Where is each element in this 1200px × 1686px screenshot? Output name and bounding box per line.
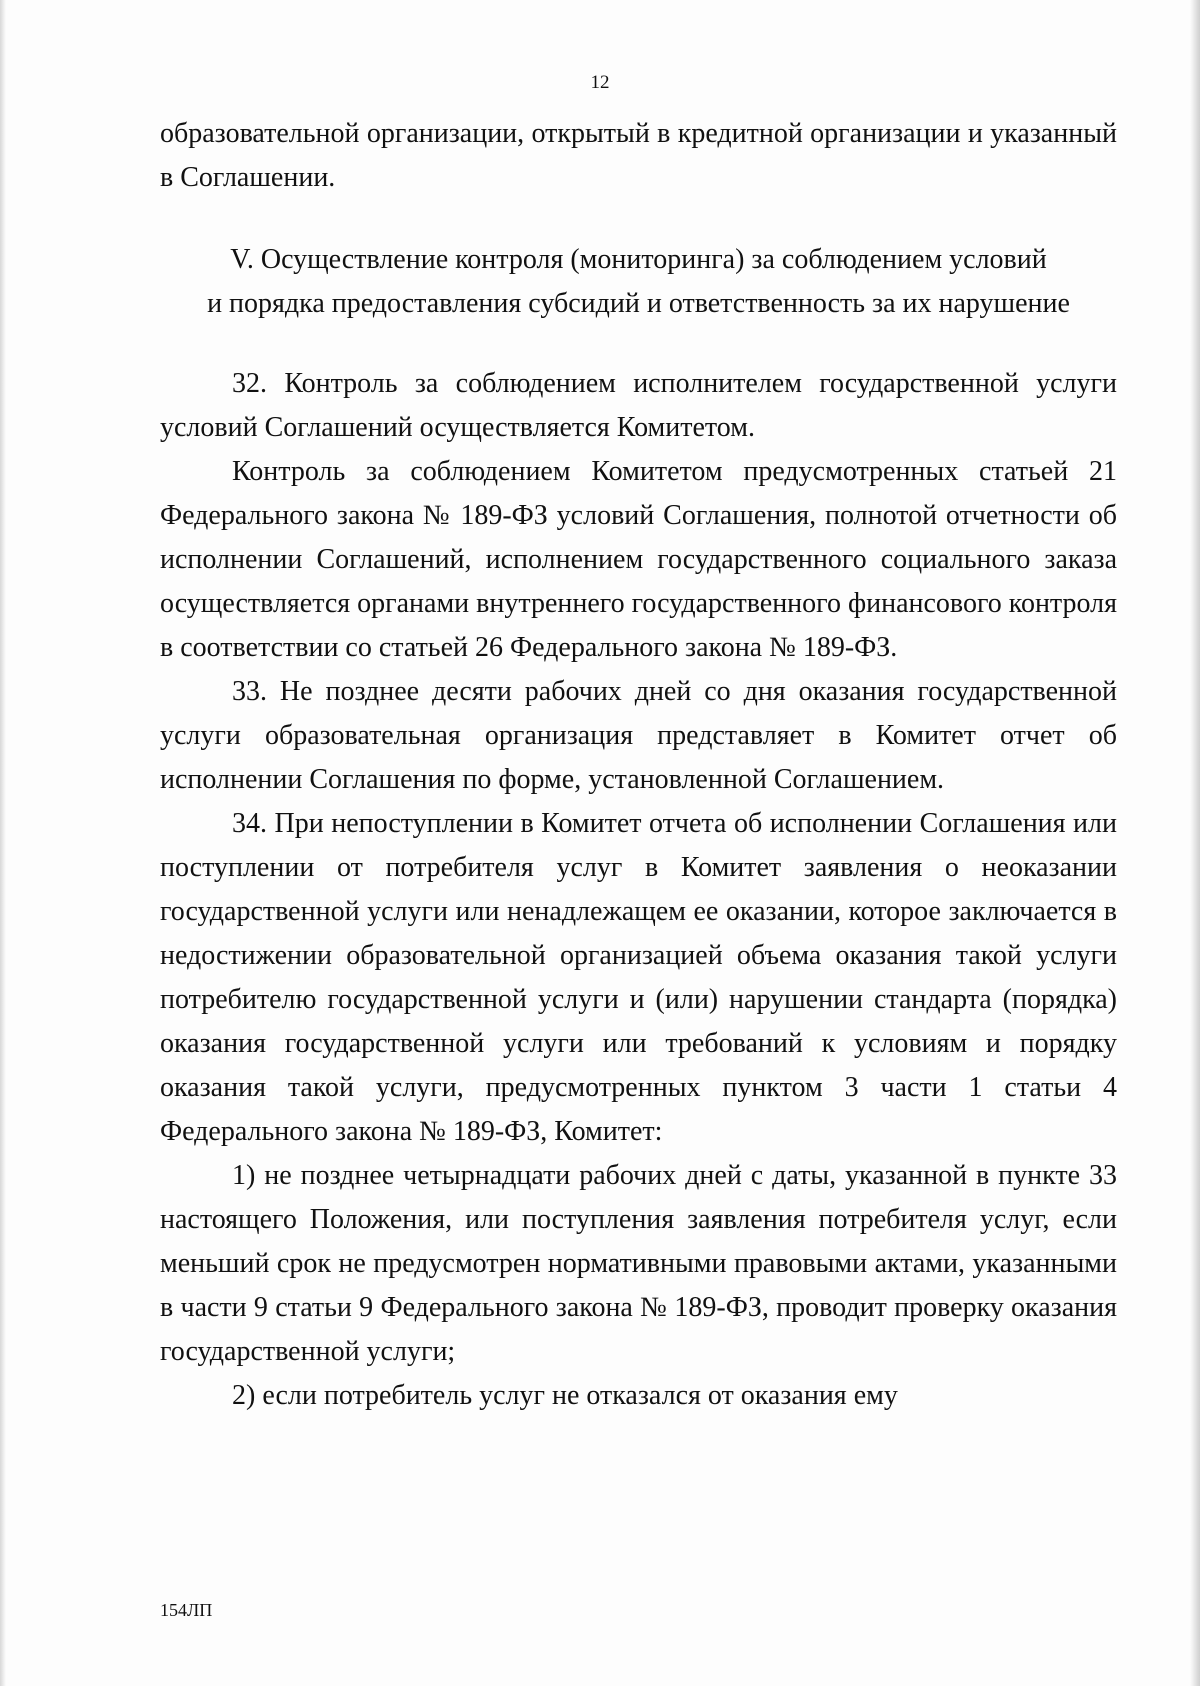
section-heading-line-2: и порядка предоставления субсидий и ответственность за их нарушение	[207, 288, 1070, 319]
paragraph-32-control: Контроль за соблюдением Комитетом предусмотренных статьей 21 Федерального закона № 189-ФЗ условий Соглашения, полнотой отчетности об исполнении Соглашений, исполнением государственного социального заказа осуществляется органами внутреннего государственного финансового контроля в соответствии со статьей 26 Федерального закона № 189-ФЗ.	[160, 456, 1117, 663]
section-heading	[160, 238, 1117, 326]
scan-edge-left	[0, 0, 6, 1686]
intro-paragraph: образовательной организации, открытый в кредитной организации и указанный в Соглашении.	[160, 118, 1117, 193]
paragraph-34-item-2: 2) если потребитель услуг не отказался от оказания ему	[232, 1380, 898, 1411]
scan-edge-right	[1190, 0, 1200, 1686]
paragraph-34-item-1: 1) не позднее четырнадцати рабочих дней с даты, указанной в пункте 33 настоящего Положения, или поступления заявления потребителя услуг, если меньший срок не предусмотрен нормативными правовыми актами, указанными в части 9 статьи 9 Федерального закона № 189-ФЗ, проводит проверку оказания государственной услуги;	[160, 1160, 1117, 1367]
paragraph-33: 33. Не позднее десяти рабочих дней со дня оказания государственной услуги образовательная организация представляет в Комитет отчет об исполнении Соглашения по форме, установленной Соглашением.	[160, 676, 1117, 795]
paragraph-32: 32. Контроль за соблюдением исполнителем государственной услуги условий Соглашений осуществляется Комитетом.	[160, 368, 1117, 443]
document-code: 154ЛП	[160, 1600, 213, 1620]
paragraph-34: 34. При непоступлении в Комитет отчета об исполнении Соглашения или поступлении от потребителя услуг в Комитет заявления о неоказании государственной услуги или ненадлежащем ее оказании, которое заключается в недостижении образовательной организацией объема оказания такой услуги потребителю государственной услуги и (или) нарушении стандарта (порядка) оказания государственной услуги или требований к условиям и порядку оказания такой услуги, предусмотренных пунктом 3 части 1 статьи 4 Федерального закона № 189-ФЗ, Комитет:	[160, 808, 1117, 1147]
section-heading-line-1: V. Осуществление контроля (мониторинга) за соблюдением условий	[230, 244, 1047, 275]
document-body	[160, 112, 1117, 1418]
page-number: 12	[590, 72, 610, 93]
